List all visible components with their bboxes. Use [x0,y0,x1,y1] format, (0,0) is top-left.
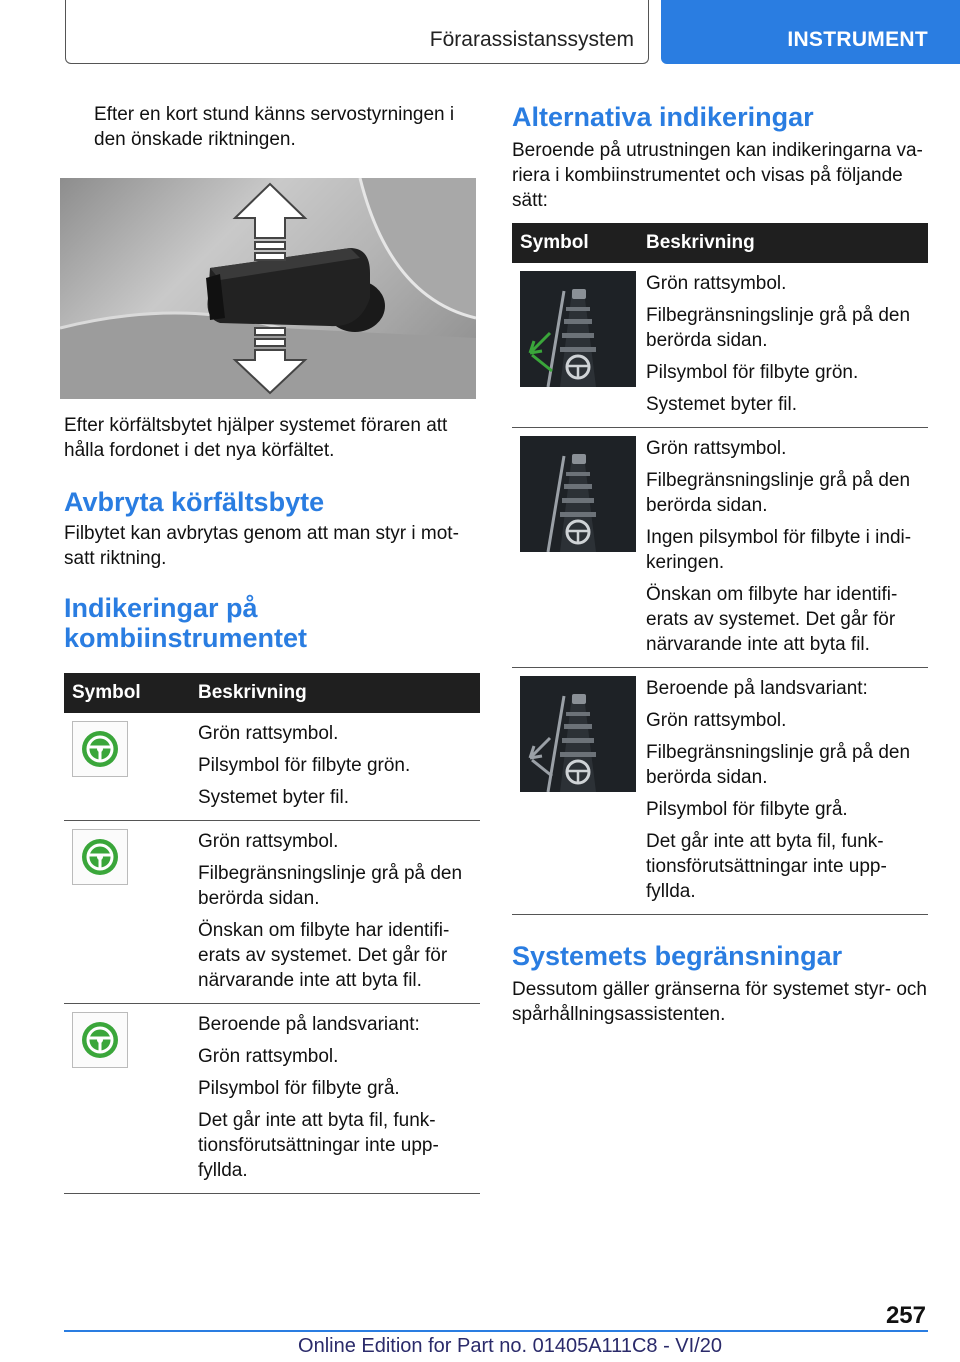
row-line: Pilsymbol för filbyte grå. [646,799,848,820]
indications-heading: Indikeringar på kombiinstrumentet [64,593,308,653]
green-steering-wheel-icon [72,829,128,885]
row-line: Filbegränsningslinje grå på den berörda sidan. [646,742,911,788]
row-line: Grön rattsymbol. [646,438,787,459]
row-line: Filbegränsningslinje grå på den berörda sidan. [646,470,911,516]
green-steering-wheel-icon [72,721,128,777]
header-chapter-tab[interactable] [661,0,960,64]
cancel-heading: Avbryta körfältsbyte [64,487,325,517]
table-header-row [512,223,928,263]
alternative-indications-table [512,223,928,915]
row-line: Grön rattsymbol. [198,831,339,852]
row-line: Systemet byter fil. [198,787,349,808]
steering-column-lever-photo [60,178,476,399]
intro-paragraph: Efter en kort stund känns servostyrningen i den önskade riktningen. [94,104,455,150]
row-line: Pilsymbol för filbyte grå. [198,1078,400,1099]
table-row [64,821,480,1004]
row-line: Grön rattsymbol. [198,1046,339,1067]
row-line: Det går inte att byta fil, funk-tionsförutsättningar inte upp-fyllda. [198,1110,439,1181]
row-line: Systemet byter fil. [646,394,797,415]
cluster-lane-boundary-icon [520,436,636,552]
header-section-tab [65,0,649,64]
row-line: Beroende på landsvariant: [198,1014,420,1035]
row-line: Grön rattsymbol. [198,723,339,744]
lever-illustration [60,178,476,399]
table-header-row [64,673,480,713]
alternative-indications-heading: Alternativa indikeringar [512,102,814,132]
table-row [64,1004,480,1194]
footer-edition-text: Online Edition for Part no. 01405A111C8 - VI/20 [298,1335,722,1357]
green-steering-wheel-icon [72,1012,128,1068]
page-number: 257 [885,1302,926,1329]
row-line: Filbegränsningslinje grå på den berörda sidan. [198,863,463,909]
row-line: Pilsymbol för filbyte grön. [646,362,859,383]
table-row [64,713,480,821]
cluster-lane-change-grey-arrow-icon [520,676,636,792]
column-header-symbol: Symbol [64,673,190,713]
row-line: Pilsymbol för filbyte grön. [198,755,411,776]
table-row [512,263,928,428]
row-line: Ingen pilsymbol för filbyte i indi-keringen. [646,527,912,573]
footer-divider [64,1330,928,1332]
cancel-paragraph: Filbytet kan avbrytas genom att man styr i mot-satt riktning. [64,523,459,569]
system-limits-heading: Systemets begränsningar [512,941,843,971]
table-row [512,428,928,668]
after-lane-change-paragraph: Efter körfältsbytet hjälper systemet föraren att hålla fordonet i det nya körfältet. [64,415,448,461]
header-section-title: Förarassistanssystem [429,28,634,51]
column-header-description: Beskrivning [638,223,928,263]
indications-table [64,673,480,1194]
row-line: Önskan om filbyte har identifi-erats av systemet. Det går för närvarande inte att byta fil. [646,584,898,655]
header-chapter-title: INSTRUMENT [787,28,928,51]
column-header-description: Beskrivning [190,673,480,713]
row-line: Beroende på landsvariant: [646,678,868,699]
table-row [512,668,928,915]
cluster-lane-change-green-arrow-icon [520,271,636,387]
row-line: Det går inte att byta fil, funk-tionsförutsättningar inte upp-fyllda. [646,831,887,902]
right-column [512,102,928,1027]
alternative-indications-paragraph: Beroende på utrustningen kan indikeringarna va-riera i kombiinstrumentet och visas på följande sätt: [512,140,923,211]
row-line: Grön rattsymbol. [646,273,787,294]
row-line: Önskan om filbyte har identifi-erats av systemet. Det går för närvarande inte att byta fil. [198,920,450,991]
left-column [64,102,480,1194]
row-line: Grön rattsymbol. [646,710,787,731]
system-limits-paragraph: Dessutom gäller gränserna för systemet styr- och spårhållningsassistenten. [512,979,927,1025]
column-header-symbol: Symbol [512,223,638,263]
row-line: Filbegränsningslinje grå på den berörda sidan. [646,305,911,351]
